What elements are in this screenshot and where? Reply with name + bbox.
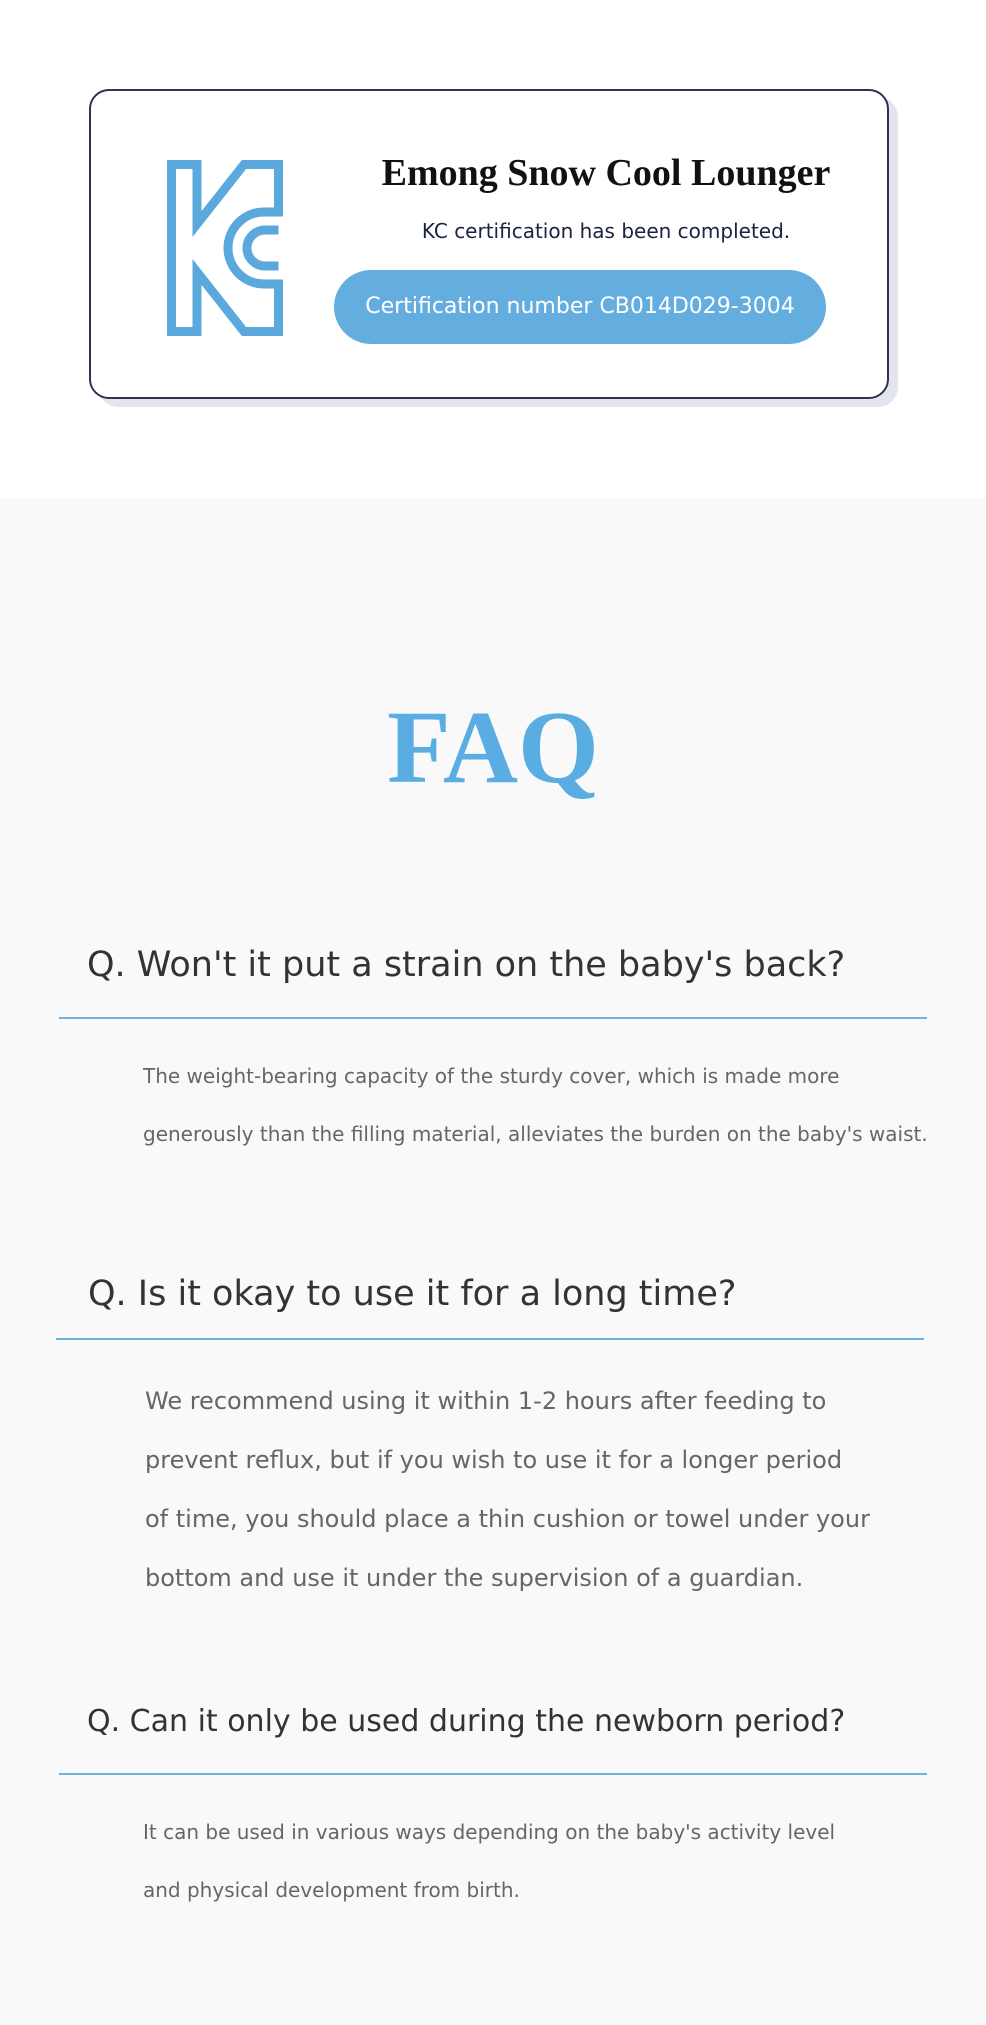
faq-question: Q. Won't it put a strain on the baby's back? bbox=[87, 945, 846, 985]
faq-answer-line: bottom and use it under the supervision of a guardian. bbox=[145, 1564, 804, 1592]
faq-answer-line: and physical development from birth. bbox=[143, 1878, 520, 1902]
faq-answer-line: prevent reflux, but if you wish to use it for a longer period bbox=[145, 1446, 843, 1474]
certification-status: KC certification has been completed. bbox=[421, 219, 791, 243]
faq-divider bbox=[56, 1338, 924, 1340]
faq-heading: FAQ bbox=[387, 690, 599, 805]
faq-section bbox=[0, 498, 986, 2025]
faq-answer bbox=[145, 1372, 870, 1608]
faq-divider bbox=[59, 1017, 927, 1019]
faq-divider bbox=[59, 1773, 927, 1775]
faq-question: Q. Is it okay to use it for a long time? bbox=[88, 1274, 737, 1314]
faq-question: Q. Can it only be used during the newborn period? bbox=[87, 1704, 846, 1739]
faq-answer-line: We recommend using it within 1-2 hours after feeding to bbox=[145, 1387, 827, 1415]
kc-certification-logo bbox=[167, 160, 283, 336]
faq-answer-line: of time, you should place a thin cushion or towel under your bbox=[145, 1505, 870, 1533]
faq-answer bbox=[143, 1047, 928, 1163]
certification-card bbox=[89, 89, 889, 399]
faq-answer-line: The weight-bearing capacity of the sturdy cover, which is made more bbox=[143, 1064, 840, 1088]
faq-answer bbox=[143, 1803, 835, 1919]
faq-answer-line: generously than the filling material, alleviates the burden on the baby's waist. bbox=[143, 1122, 928, 1146]
product-name: Emong Snow Cool Lounger bbox=[381, 152, 831, 194]
certification-number-badge: Certification number CB014D029-3004 bbox=[334, 270, 826, 344]
faq-answer-line: It can be used in various ways depending on the baby's activity level bbox=[143, 1820, 836, 1844]
certification-section bbox=[0, 0, 986, 498]
